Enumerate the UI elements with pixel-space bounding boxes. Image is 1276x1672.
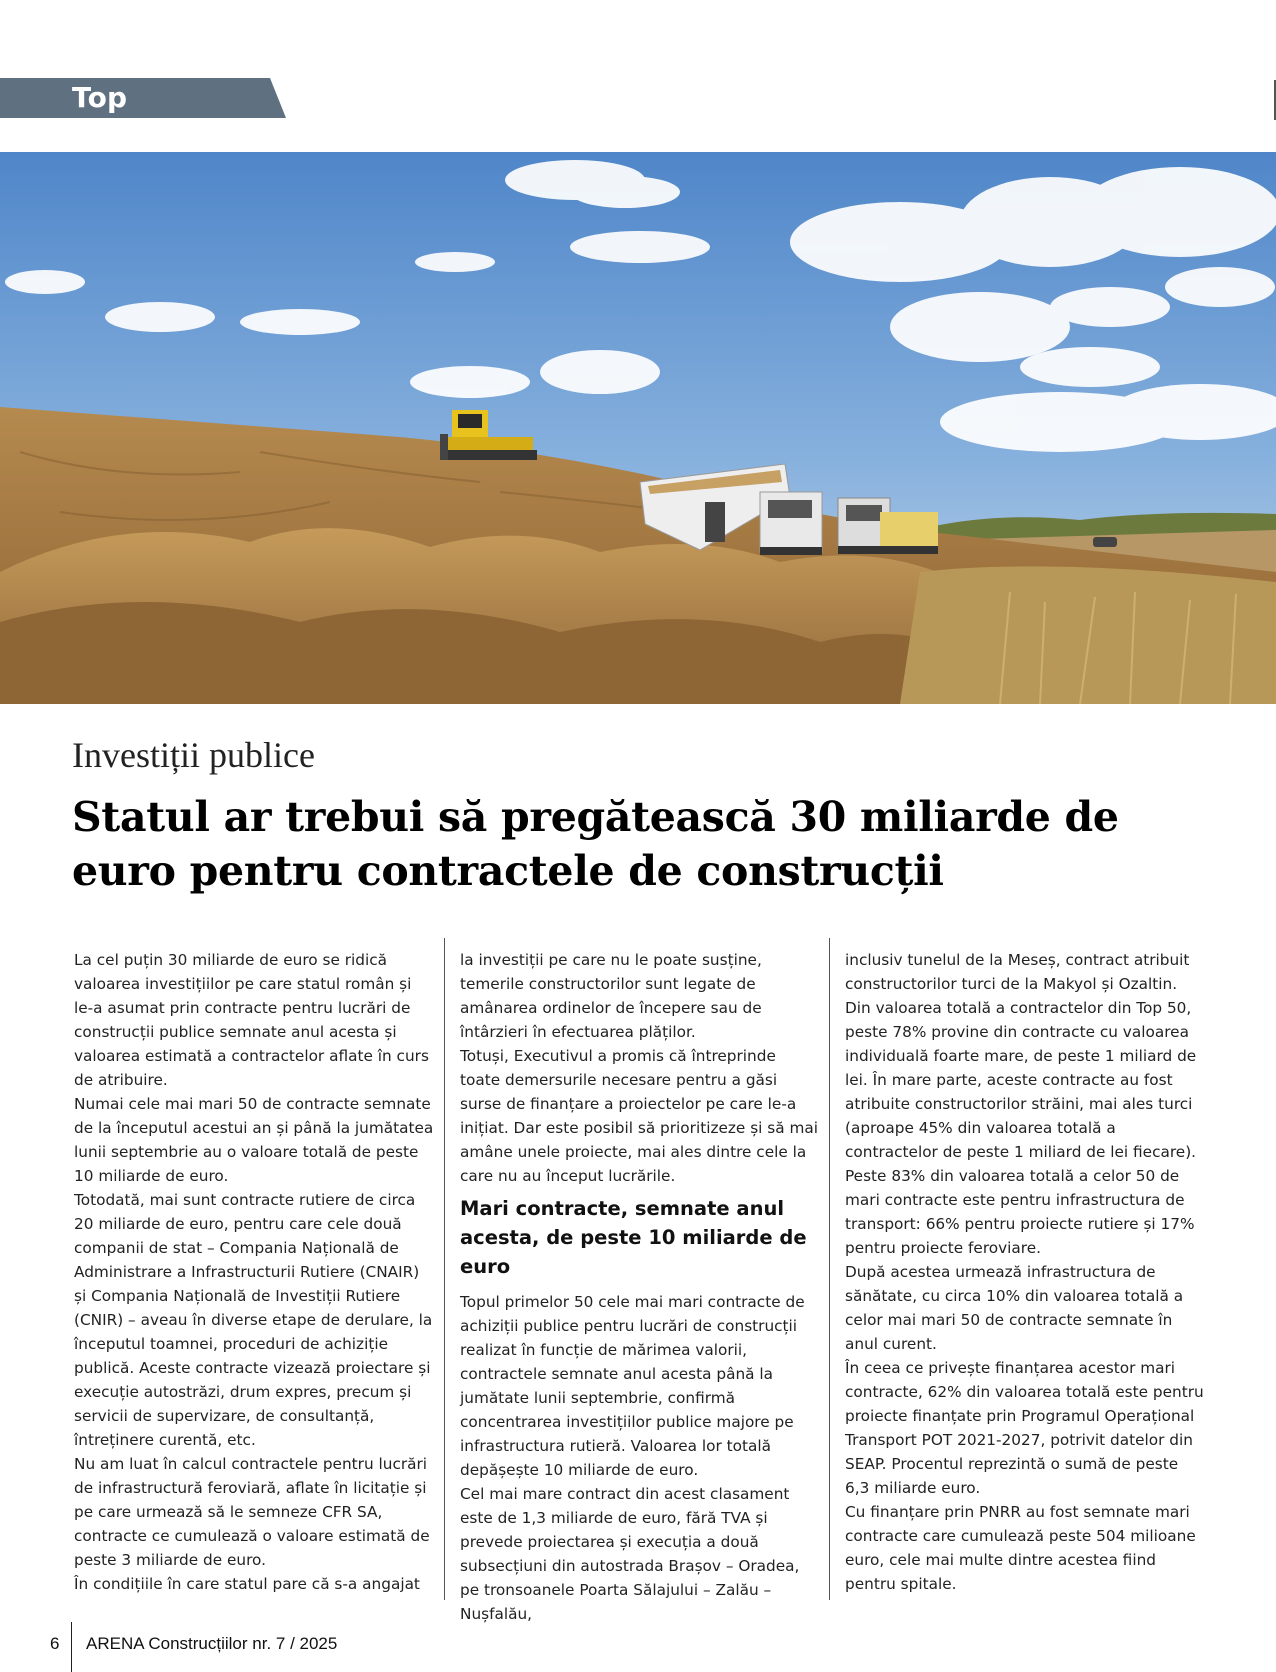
- paragraph: După acestea urmează infrastructura de sănătate, cu circa 10% din valoarea totală a celor mai mari 50 de contracte semnate în anul curent.: [845, 1263, 1184, 1353]
- publication-name: ARENA Construcțiilor nr. 7 / 2025: [86, 1634, 338, 1653]
- construction-site-photo: [0, 152, 1276, 704]
- paragraph: Nu am luat în calcul contractele pentru lucrări de infrastructură feroviară, aflate în licitație și pe care urmează să le semneze CFR SA, contracte ce cumulează o valoare estimată de peste 3 miliarde de euro.: [74, 1455, 430, 1569]
- paragraph: În condițiile în care statul pare că s-a angajat: [74, 1575, 420, 1593]
- article-kicker: Investiții publice: [72, 735, 315, 775]
- paragraph: Topul primelor 50 cele mai mari contracte de achiziții publice pentru lucrări de construcții realizat în funcție de mărimea valorii, contractele semnate anul acesta până la jumătate lunii septembrie, confirmă concentrarea investițiilor publice majore pe infrastructura rutieră. Valoarea lor totală depășește 10 miliarde de euro.: [460, 1293, 805, 1479]
- paragraph: Totuși, Executivul a promis că întreprinde toate demersurile necesare pentru a găsi surse de finanțare a proiectelor pe care le-a inițiat. Dar este posibil să prioritizeze și să mai amâne unele proiecte, mai ales dintre cele la care nu au început lucrările.: [460, 1047, 819, 1185]
- article-column-3: [845, 948, 1207, 1596]
- page-number: 6: [50, 1634, 60, 1653]
- paragraph: la investiții pe care nu le poate susține, temerile constructorilor sunt legate de amânarea ordinelor de începere sau de întârzieri în efectuarea plăților.: [460, 951, 762, 1041]
- article-column-2: [460, 948, 820, 1626]
- paragraph: Peste 83% din valoarea totală a celor 50 de mari contracte este pentru infrastructura de transport: 66% pentru proiecte rutiere și 17% pentru proiecte feroviare.: [845, 1167, 1195, 1257]
- paragraph: La cel puțin 30 miliarde de euro se ridică valoarea investițiilor pe care statul român și le-a asumat prin contracte pentru lucrări de construcții publice semnate anul acesta și valoarea estimată a contractelor aflate în curs de atribuire.: [74, 951, 429, 1089]
- section-subheading: Mari contracte, semnate anul acesta, de peste 10 miliarde de euro: [460, 1197, 807, 1278]
- paragraph: inclusiv tunelul de la Meseș, contract atribuit constructorilor turci de la Makyol și Ozaltin.: [845, 951, 1190, 993]
- paragraph: Cu finanțare prin PNRR au fost semnate mari contracte care cumulează peste 504 milioane euro, cele mai multe dintre acestea fiind pentru spitale.: [845, 1503, 1196, 1593]
- paragraph: Din valoarea totală a contractelor din Top 50, peste 78% provine din contracte cu valoarea individuală foarte mare, de peste 1 miliard de lei. În mare parte, aceste contracte au fost atribuite constructorilor străini, mai ales turci (aproape 45% din valoarea totală a contractelor de peste 1 miliard de lei fiecare).: [845, 999, 1197, 1161]
- paragraph: Cel mai mare contract din acest clasament este de 1,3 miliarde de euro, fără TVA și prevede proiectarea și execuția a două subsecțiuni din autostrada Brașov – Oradea, pe tronsoanele Poarta Sălajului – Zalău – Nușfalău,: [460, 1485, 800, 1623]
- article-title: Statul ar trebui să pregătească 30 miliarde de euro pentru contractele de construcții: [72, 793, 1119, 895]
- paragraph: În ceea ce privește finanțarea acestor mari contracte, 62% din valoarea totală este pentru proiecte finanțate prin Programul Operațional Transport POT 2021-2027, potrivit datelor din SEAP. Procentul reprezintă o sumă de peste 6,3 miliarde euro.: [845, 1359, 1204, 1497]
- section-label: Top Contracte: [72, 81, 229, 150]
- section-banner: [0, 78, 286, 150]
- hero-image: [0, 152, 1276, 704]
- column-divider: [829, 938, 830, 1600]
- paragraph: Numai cele mai mari 50 de contracte semnate de la începutul acestui an și până la jumătatea lunii septembrie au o valoare totală de peste 10 miliarde de euro.: [74, 1095, 434, 1185]
- article-column-1: [74, 948, 434, 1596]
- paragraph: Totodată, mai sunt contracte rutiere de circa 20 miliarde de euro, pentru care cele două companii de stat – Compania Națională de Administrare a Infrastructurii Rutiere (CNAIR) și Compania Națională de Investiții Rutiere (CNIR) – aveau în diverse etape de derulare, la începutul toamnei, proceduri de achiziție publică. Aceste contracte vizează proiectare și execuție autostrăzi, drum expres, precum și servicii de supervizare, de consultanță, întreținere curentă, etc.: [74, 1191, 433, 1449]
- footer-divider: [71, 1622, 72, 1672]
- column-divider: [444, 938, 445, 1600]
